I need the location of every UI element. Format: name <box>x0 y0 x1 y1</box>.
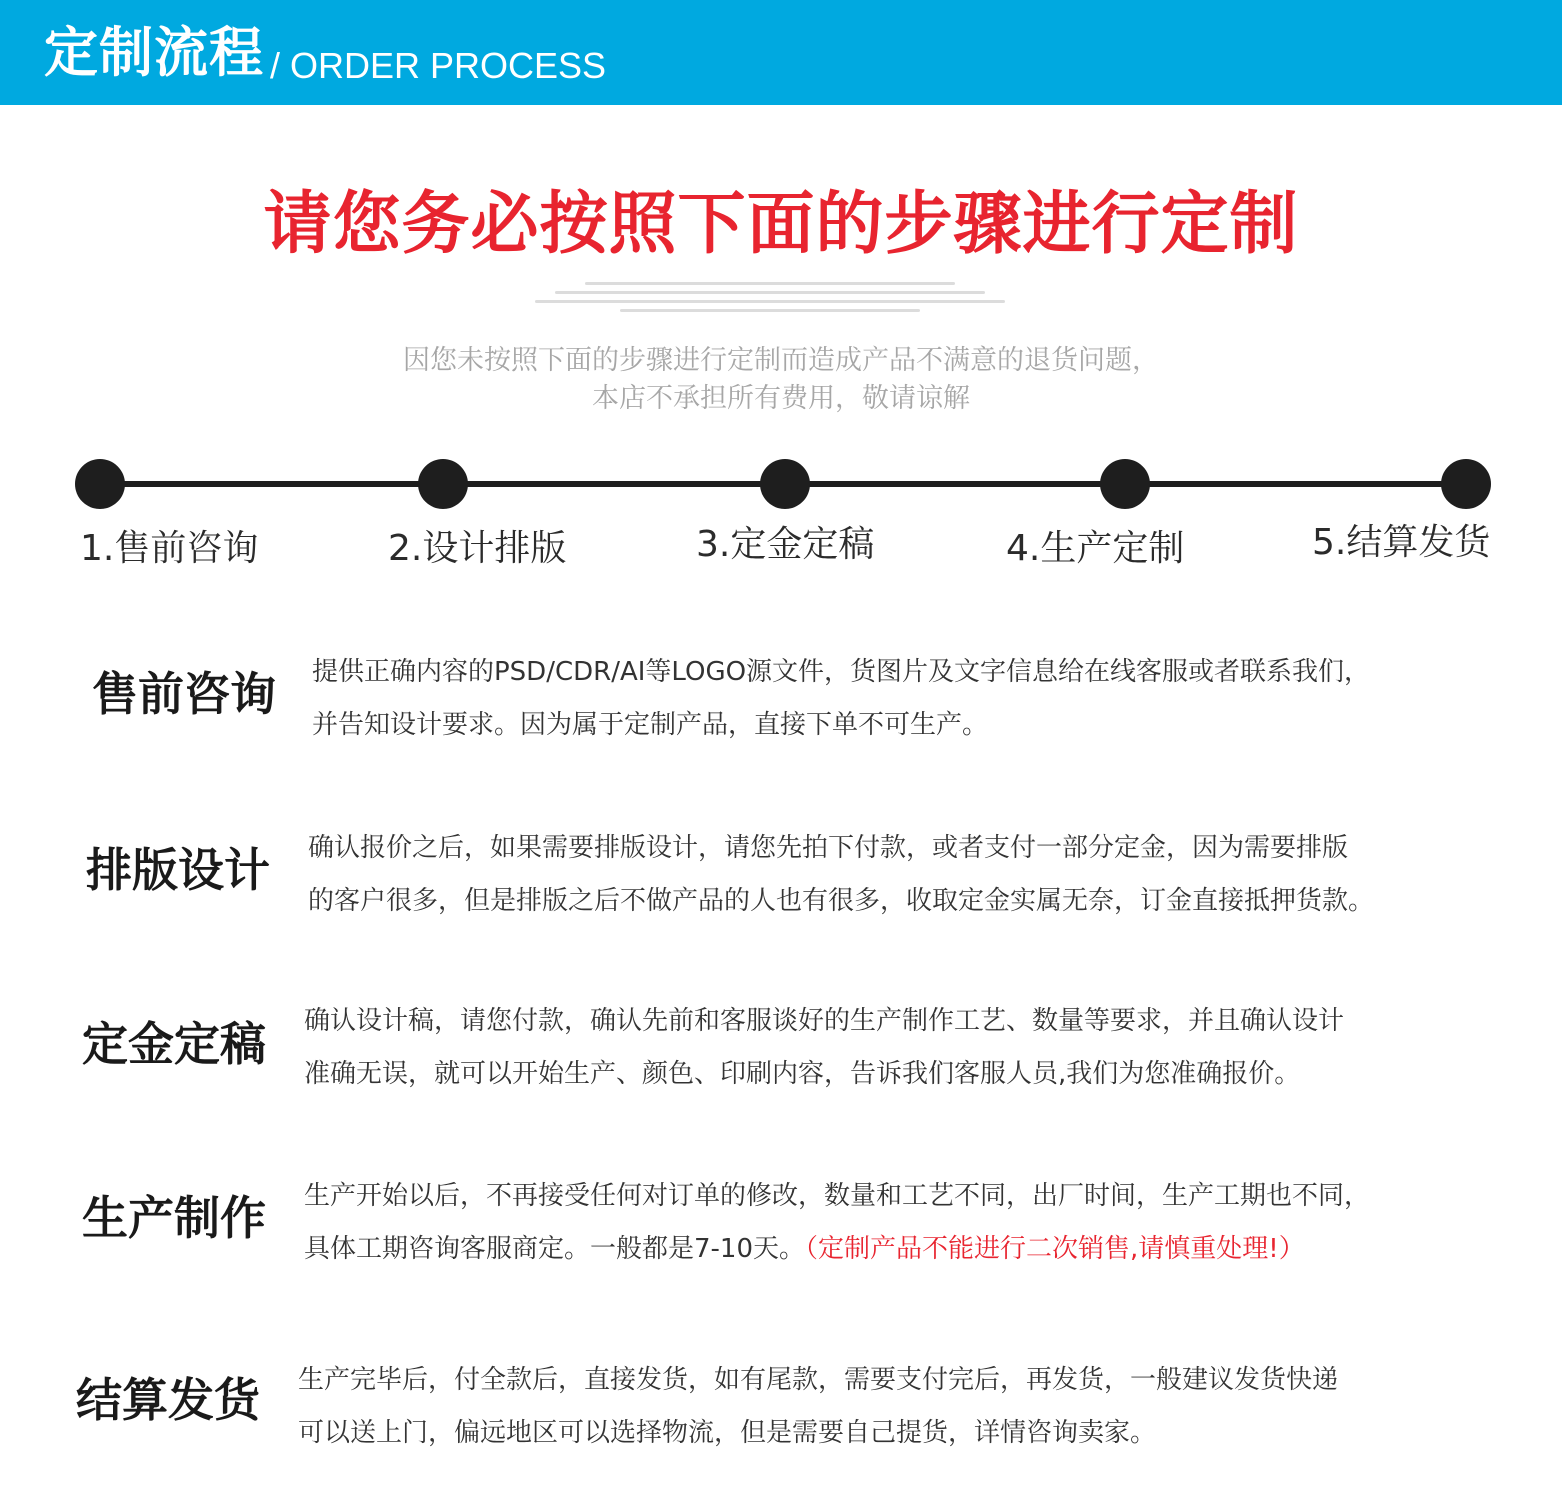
timeline-dot-5 <box>1441 459 1491 509</box>
section-text-line: 的客户很多，但是排版之后不做产品的人也有很多，收取定金实属无奈，订金直接抵押货款。 <box>308 886 1375 916</box>
section-text-presale <box>312 646 1502 752</box>
timeline-dot-3 <box>760 459 810 509</box>
step-label-1: 1.售前咨询 <box>80 528 259 569</box>
notice-text <box>0 342 1562 418</box>
timeline-dot-4 <box>1100 459 1150 509</box>
section-text-line: 提供正确内容的PSD/CDR/AI等LOGO源文件，货图片及文字信息给在线客服或者联系我们， <box>312 657 1371 687</box>
section-text-deposit <box>304 995 1494 1101</box>
header-bar <box>0 0 1562 105</box>
decorative-fine-print <box>530 282 1010 318</box>
section-title-layout: 排版设计 <box>86 843 270 897</box>
step-label-3: 3.定金定稿 <box>696 524 875 565</box>
process-timeline <box>0 430 1562 590</box>
section-text-line: 准确无误，就可以开始生产、颜色、印刷内容，告诉我们客服人员,我们为您准确报价。 <box>304 1059 1301 1089</box>
section-text-line: 生产开始以后，不再接受任何对订单的修改，数量和工艺不同，出厂时间，生产工期也不同， <box>304 1181 1371 1211</box>
section-text-line: 确认报价之后，如果需要排版设计，请您先拍下付款，或者支付一部分定金，因为需要排版 <box>308 833 1349 863</box>
header-title-en: / ORDER PROCESS <box>270 45 607 86</box>
section-text-line: 确认设计稿，请您付款，确认先前和客服谈好的生产制作工艺、数量等要求，并且确认设计 <box>304 1006 1345 1036</box>
section-text-line: 可以送上门，偏远地区可以选择物流，但是需要自己提货，详情咨询卖家。 <box>298 1418 1157 1448</box>
section-title-settlement: 结算发货 <box>76 1373 260 1427</box>
warning-red-text: （定制产品不能进行二次销售,请慎重处理!） <box>805 1234 1305 1264</box>
section-text-production <box>304 1170 1494 1276</box>
section-title-presale: 售前咨询 <box>92 667 276 721</box>
notice-line-2: 本店不承担所有费用，敬请谅解 <box>592 383 970 414</box>
step-label-2: 2.设计排版 <box>388 528 567 569</box>
timeline-dot-2 <box>418 459 468 509</box>
step-label-5: 5.结算发货 <box>1312 522 1491 563</box>
section-title-production: 生产制作 <box>82 1191 266 1245</box>
section-title-deposit: 定金定稿 <box>82 1017 266 1071</box>
section-text-layout <box>308 822 1498 928</box>
section-text-normal: 具体工期咨询客服商定。一般都是7-10天。 <box>304 1234 806 1264</box>
timeline-dot-1 <box>75 459 125 509</box>
section-text-settlement <box>298 1354 1488 1460</box>
main-title: 请您务必按照下面的步骤进行定制 <box>263 185 1299 264</box>
section-text-line: 并告知设计要求。因为属于定制产品，直接下单不可生产。 <box>312 710 989 740</box>
section-text-line <box>304 1223 1494 1276</box>
header-title-cn: 定制流程 <box>44 21 264 84</box>
step-label-4: 4.生产定制 <box>1006 528 1185 569</box>
notice-line-1: 因您未按照下面的步骤进行定制而造成产品不满意的退货问题， <box>403 345 1159 376</box>
section-text-line: 生产完毕后，付全款后，直接发货，如有尾款，需要支付完后，再发货，一般建议发货快递 <box>298 1365 1339 1395</box>
